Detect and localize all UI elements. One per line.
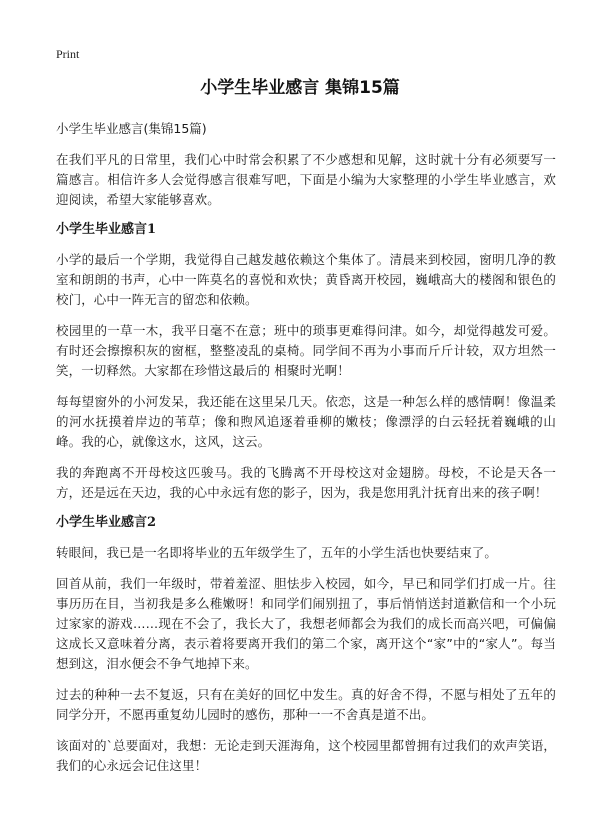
section-heading-1: 小学生毕业感言1 [56, 222, 157, 237]
section-1-paragraph: 小学的最后一个学期，我觉得自己越发越依赖这个集体了。清晨来到校园，窗明几净的教室和朗朗的书声，心中一阵莫名的喜悦和欢快；黄昏离开校园，巍峨高大的楼阁和银色的校门，心中一阵无言的留恋和依赖。 [56, 252, 556, 307]
print-link[interactable]: Print [56, 47, 80, 61]
section-1-paragraph: 我的奔跑离不开母校这匹骏马。我的飞腾离不开母校这对金翅膀。母校，不论是天各一方，还是远在天边，我的心中永远有您的影子，因为，我是您用乳汁抚育出来的孩子啊！ [56, 465, 556, 500]
section-heading-2: 小学生毕业感言2 [56, 515, 157, 530]
section-2-paragraph: 转眼间，我已是一名即将毕业的五年级学生了，五年的小学生活也快要结束了。 [56, 545, 498, 560]
section-2-paragraph: 过去的种种一去不复返，只有在美好的回忆中发生。真的好舍不得，不愿与相处了五年的同学分开，不愿再重复幼儿园时的感伤，那种一一不舍真是道不出。 [56, 687, 556, 722]
intro-paragraph: 在我们平凡的日常里，我们心中时常会积累了不少感想和见解，这时就十分有必须要写一篇感言。相信许多人会觉得感言很难写吧，下面是小编为大家整理的小学生毕业感言，欢迎阅读，希望大家能够喜欢。 [56, 152, 556, 207]
section-2-paragraph: 该面对的`总要面对，我想：无论走到天涯海角，这个校园里都曾拥有过我们的欢声笑语，我们的心永远会记住这里！ [56, 738, 556, 773]
article-body [56, 120, 556, 787]
section-1-paragraph: 每每望窗外的小河发呆，我还能在这里呆几天。依恋，这是一种怎么样的感情啊！像温柔的河水抚摸着岸边的苇草；像和煦风追逐着垂柳的嫩枝；像漂浮的白云轻抚着巍峨的山峰。我的心，就像这水，这风，这云。 [56, 394, 556, 449]
article-subtitle: 小学生毕业感言(集锦15篇) [56, 121, 207, 136]
page-title: 小学生毕业感言 集锦15篇 [200, 78, 400, 98]
section-2-paragraph: 回首从前，我们一年级时，带着羞涩、胆怯步入校园，如今，早已和同学们打成一片。往事历历在目，当初我是多么稚嫩呀！和同学们闹别扭了，事后悄悄送封道歉信和一个小玩过家家的游戏……现在不会了，我长大了，我想老师都会为我们的成长而高兴吧，可偏偏这成长又意味着分离，表示着将要离开我们的第二个家，离开这个“家”中的“家人”。每当想到这，泪水便会不争气地掉下来。 [56, 576, 556, 671]
section-1-paragraph: 校园里的一草一木，我平日毫不在意；班中的琐事更难得问津。如今，却觉得越发可爱。有时还会擦擦积灰的窗框，整整凌乱的桌椅。同学间不再为小事而斤斤计较，双方坦然一笑，一切释然。大家都在珍惜这最后的 相聚时光啊！ [56, 323, 556, 378]
